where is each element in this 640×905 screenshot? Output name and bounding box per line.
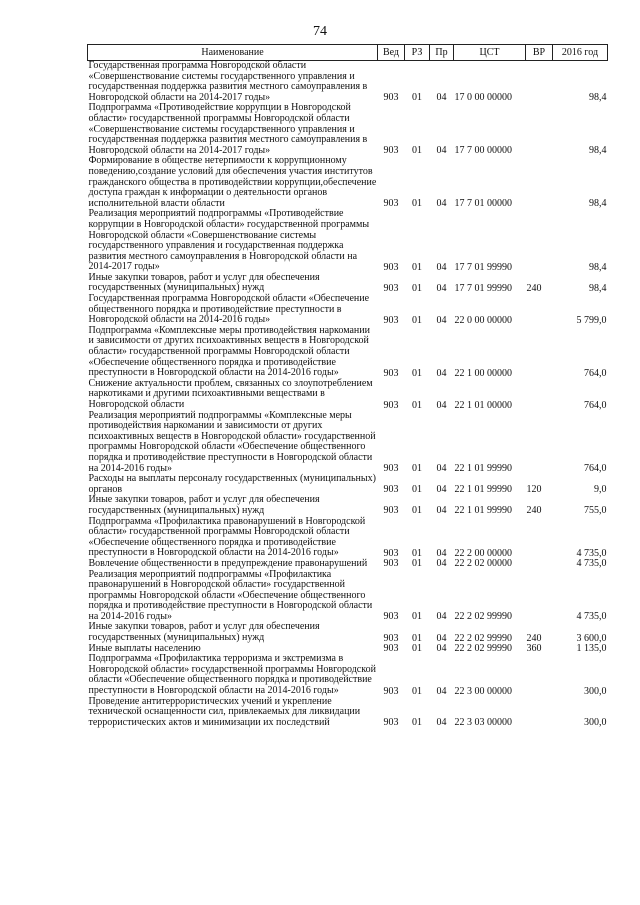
row-name-cell: Подпрограмма «Комплексные меры противодействия наркомании и зависимости от других психоактивных веществ в Новгородской области» государственной программы Новгородской области «Обеспечение общественного порядка и противодействие преступности в Новгородской области на 2014-2016 годы» bbox=[88, 324, 370, 379]
row-rz-cell: 01 bbox=[412, 643, 422, 655]
row-name-cell: Снижение актуальности проблем, связанных со злоупотреблением наркотиками и другими психоактивными веществами в Новгородской области bbox=[88, 377, 373, 410]
row-name-cell: Государственная программа Новгородской области «Обеспечение общественного порядка и противодействие преступности в Новгородской области на 2014-2016 годы» bbox=[88, 293, 370, 326]
row-pr-cell: 04 bbox=[436, 547, 447, 559]
row-cst-cell: 22 0 00 00000 bbox=[454, 314, 512, 326]
table-row bbox=[88, 654, 608, 696]
row-vr-cell bbox=[526, 209, 553, 273]
row-rz-cell: 01 bbox=[412, 505, 422, 517]
row-vr-cell: 240 bbox=[526, 632, 542, 644]
row-amount-cell: 9,0 bbox=[594, 484, 607, 496]
row-cst-cell: 22 3 00 00000 bbox=[454, 685, 512, 697]
row-name-cell: Иные закупки товаров, работ и услуг для обеспечения государственных (муниципальных) нужд bbox=[88, 271, 320, 294]
table-row bbox=[88, 294, 608, 326]
row-ved-cell: 903 bbox=[383, 261, 399, 273]
row-cst-cell: 22 1 01 99990 bbox=[454, 505, 512, 517]
row-cst-cell: 22 2 02 99990 bbox=[454, 643, 512, 655]
row-rz-cell: 01 bbox=[412, 611, 422, 623]
column-header-pr: Пр bbox=[430, 45, 454, 61]
table-row bbox=[88, 697, 608, 729]
column-header-cst: ЦСТ bbox=[454, 45, 526, 61]
table-row bbox=[88, 273, 608, 294]
row-vr-cell bbox=[526, 697, 553, 729]
table-header-row bbox=[88, 45, 608, 61]
row-pr-cell: 04 bbox=[436, 643, 447, 655]
table-row bbox=[88, 326, 608, 379]
row-name-cell: Формирование в обществе нетерпимости к коррупционному поведению,создание условий для обеспечения участия институтов гражданского общества в противодействии коррупции,обеспечение доступа граждан к информации о деятельности органов исполнительной власти области bbox=[88, 155, 377, 209]
row-pr-cell: 04 bbox=[436, 198, 447, 210]
row-name-cell: Проведение антитеррористических учений и укрепление технической оснащенности сил, привлекаемых для ликвидации террористических актов и минимизации их последствий bbox=[88, 695, 361, 728]
row-vr-cell bbox=[526, 156, 553, 209]
table-row bbox=[88, 622, 608, 643]
row-cst-cell: 22 1 01 99990 bbox=[454, 463, 512, 475]
table-row bbox=[88, 156, 608, 209]
row-name-cell: Государственная программа Новгородской области «Совершенствование системы государственного управления и государственная поддержка развития местного самоуправления в Новгородской области на 2014-2017 годы» bbox=[88, 60, 368, 103]
row-pr-cell: 04 bbox=[436, 261, 447, 273]
row-cst-cell: 22 1 00 00000 bbox=[454, 367, 512, 379]
row-ved-cell: 903 bbox=[383, 399, 399, 411]
column-header-rz: РЗ bbox=[405, 45, 430, 61]
row-amount-cell: 764,0 bbox=[584, 367, 607, 379]
row-ved-cell: 903 bbox=[383, 558, 399, 570]
row-vr-cell bbox=[526, 326, 553, 379]
row-vr-cell bbox=[526, 570, 553, 623]
row-pr-cell: 04 bbox=[436, 558, 447, 570]
row-rz-cell: 01 bbox=[412, 198, 422, 210]
row-cst-cell: 22 1 01 00000 bbox=[454, 399, 512, 411]
row-ved-cell: 903 bbox=[383, 611, 399, 623]
row-pr-cell: 04 bbox=[436, 399, 447, 411]
row-amount-cell: 4 735,0 bbox=[576, 558, 607, 570]
row-amount-cell: 755,0 bbox=[584, 505, 607, 517]
row-vr-cell: 360 bbox=[526, 643, 542, 655]
table-row bbox=[88, 209, 608, 273]
row-amount-cell: 4 735,0 bbox=[576, 547, 607, 559]
row-cst-cell: 22 2 02 99990 bbox=[454, 611, 512, 623]
row-vr-cell bbox=[526, 379, 553, 411]
row-rz-cell: 01 bbox=[412, 632, 422, 644]
row-name-cell: Иные закупки товаров, работ и услуг для обеспечения государственных (муниципальных) нужд bbox=[88, 621, 320, 644]
row-rz-cell: 01 bbox=[412, 282, 422, 294]
row-ved-cell: 903 bbox=[383, 643, 399, 655]
row-cst-cell: 22 3 03 00000 bbox=[454, 717, 512, 729]
row-cst-cell: 17 0 00 00000 bbox=[454, 92, 512, 104]
row-cst-cell: 17 7 01 99990 bbox=[454, 282, 512, 294]
row-cst-cell: 17 7 01 00000 bbox=[454, 198, 512, 210]
row-name-cell: Вовлечение общественности в предупреждение правонарушений bbox=[88, 557, 368, 569]
row-amount-cell: 300,0 bbox=[584, 685, 607, 697]
row-amount-cell: 764,0 bbox=[584, 463, 607, 475]
row-vr-cell bbox=[526, 103, 553, 156]
row-amount-cell: 98,4 bbox=[589, 92, 607, 104]
row-rz-cell: 01 bbox=[412, 261, 422, 273]
row-cst-cell: 22 1 01 99990 bbox=[454, 484, 512, 496]
table-row bbox=[88, 570, 608, 623]
table-row bbox=[88, 379, 608, 411]
row-amount-cell: 1 135,0 bbox=[576, 643, 607, 655]
page-number: 74 bbox=[313, 24, 327, 39]
row-pr-cell: 04 bbox=[436, 611, 447, 623]
row-name-cell: Реализация мероприятий подпрограммы «Противодействие коррупции в Новгородской области» государственной программы Новгородской области «Совершенствование системы государственного управления и государственная поддержка развития местного самоуправления в Новгородской области на 2014-2017 годы» bbox=[88, 208, 370, 273]
row-rz-cell: 01 bbox=[412, 685, 422, 697]
table-row bbox=[88, 495, 608, 516]
row-ved-cell: 903 bbox=[383, 282, 399, 294]
column-header-name: Наименование bbox=[88, 45, 378, 61]
table-row bbox=[88, 61, 608, 104]
row-ved-cell: 903 bbox=[383, 92, 399, 104]
row-cst-cell: 22 2 02 00000 bbox=[454, 558, 512, 570]
row-amount-cell: 98,4 bbox=[589, 261, 607, 273]
row-name-cell: Подпрограмма «Профилактика правонарушений в Новгородской области» государственной программы Новгородской области «Обеспечение общественного порядка и противодействие преступности в Новгородской области на 2014-2016 годы» bbox=[88, 515, 366, 559]
row-name-cell: Реализация мероприятий подпрограммы «Профилактика правонарушений в Новгородской области» государственной программы Новгородской области «Обеспечение общественного порядка и противодействие преступности в Новгородской области на 2014-2016 годы» bbox=[88, 568, 373, 622]
row-vr-cell bbox=[526, 294, 553, 326]
row-vr-cell bbox=[526, 654, 553, 696]
row-ved-cell: 903 bbox=[383, 367, 399, 379]
row-name-cell: Расходы на выплаты персоналу государственных (муниципальных) органов bbox=[88, 473, 376, 495]
table-row bbox=[88, 411, 608, 475]
row-amount-cell: 3 600,0 bbox=[576, 632, 607, 644]
column-header-amount: 2016 год bbox=[553, 45, 608, 61]
row-ved-cell: 903 bbox=[383, 632, 399, 644]
row-name-cell: Подпрограмма «Профилактика терроризма и экстремизма в Новгородской области» государственной программы Новгородской области «Обеспечение общественного порядка и противодействие преступности в Новгородской области на 2014-2016 годы» bbox=[88, 653, 376, 697]
column-header-ved: Вед bbox=[378, 45, 405, 61]
row-cst-cell: 22 2 00 00000 bbox=[454, 547, 512, 559]
row-pr-cell: 04 bbox=[436, 717, 447, 729]
row-ved-cell: 903 bbox=[383, 198, 399, 210]
row-rz-cell: 01 bbox=[412, 314, 422, 326]
row-rz-cell: 01 bbox=[412, 484, 422, 496]
row-pr-cell: 04 bbox=[436, 314, 447, 326]
row-rz-cell: 01 bbox=[412, 463, 422, 475]
row-vr-cell: 240 bbox=[526, 282, 542, 294]
table-row bbox=[88, 103, 608, 156]
table-body bbox=[88, 61, 608, 729]
row-vr-cell bbox=[526, 559, 553, 570]
table-row bbox=[88, 517, 608, 559]
row-amount-cell: 5 799,0 bbox=[576, 314, 607, 326]
row-name-cell: Иные выплаты населению bbox=[88, 642, 201, 654]
row-cst-cell: 22 2 02 99990 bbox=[454, 632, 512, 644]
row-vr-cell bbox=[526, 517, 553, 559]
budget-table bbox=[87, 44, 608, 728]
row-ved-cell: 903 bbox=[383, 547, 399, 559]
row-rz-cell: 01 bbox=[412, 547, 422, 559]
row-ved-cell: 903 bbox=[383, 505, 399, 517]
row-ved-cell: 903 bbox=[383, 314, 399, 326]
row-vr-cell bbox=[526, 411, 553, 475]
row-vr-cell: 240 bbox=[526, 505, 542, 517]
row-ved-cell: 903 bbox=[383, 463, 399, 475]
row-amount-cell: 98,4 bbox=[589, 282, 607, 294]
row-vr-cell: 120 bbox=[526, 484, 542, 496]
table-row bbox=[88, 474, 608, 495]
row-ved-cell: 903 bbox=[383, 145, 399, 157]
row-amount-cell: 300,0 bbox=[584, 717, 607, 729]
row-amount-cell: 4 735,0 bbox=[576, 611, 607, 623]
row-pr-cell: 04 bbox=[436, 685, 447, 697]
row-rz-cell: 01 bbox=[412, 145, 422, 157]
row-cst-cell: 17 7 01 99990 bbox=[454, 261, 512, 273]
row-rz-cell: 01 bbox=[412, 367, 422, 379]
row-name-cell: Подпрограмма «Противодействие коррупции в Новгородской области» государственной программы Новгородской области «Совершенствование системы государственного управления и государственная поддержка развития местного самоуправления в Новгородской области на 2014-2017 годы» bbox=[88, 102, 368, 156]
row-pr-cell: 04 bbox=[436, 484, 447, 496]
table-row bbox=[88, 559, 608, 570]
row-amount-cell: 98,4 bbox=[589, 145, 607, 157]
row-pr-cell: 04 bbox=[436, 367, 447, 379]
row-rz-cell: 01 bbox=[412, 558, 422, 570]
column-header-vr: ВР bbox=[526, 45, 553, 61]
row-pr-cell: 04 bbox=[436, 282, 447, 294]
row-vr-cell bbox=[526, 61, 553, 104]
row-ved-cell: 903 bbox=[383, 685, 399, 697]
row-amount-cell: 764,0 bbox=[584, 399, 607, 411]
row-name-cell: Иные закупки товаров, работ и услуг для обеспечения государственных (муниципальных) нужд bbox=[88, 494, 320, 516]
row-rz-cell: 01 bbox=[412, 399, 422, 411]
row-rz-cell: 01 bbox=[412, 717, 422, 729]
row-pr-cell: 04 bbox=[436, 92, 447, 104]
row-name-cell: Реализация мероприятий подпрограммы «Комплексные меры противодействия наркомании и зависимости от других психоактивных веществ в Новгородской области» государственной программы Новгородской области «Обеспечение общественного порядка и противодействие преступности в Новгородской области на 2014-2016 годы» bbox=[88, 409, 376, 474]
row-pr-cell: 04 bbox=[436, 632, 447, 644]
row-pr-cell: 04 bbox=[436, 145, 447, 157]
row-pr-cell: 04 bbox=[436, 505, 447, 517]
row-rz-cell: 01 bbox=[412, 92, 422, 104]
row-ved-cell: 903 bbox=[383, 484, 399, 496]
row-pr-cell: 04 bbox=[436, 463, 447, 475]
row-amount-cell: 98,4 bbox=[589, 198, 607, 210]
row-ved-cell: 903 bbox=[383, 717, 399, 729]
row-cst-cell: 17 7 00 00000 bbox=[454, 145, 512, 157]
